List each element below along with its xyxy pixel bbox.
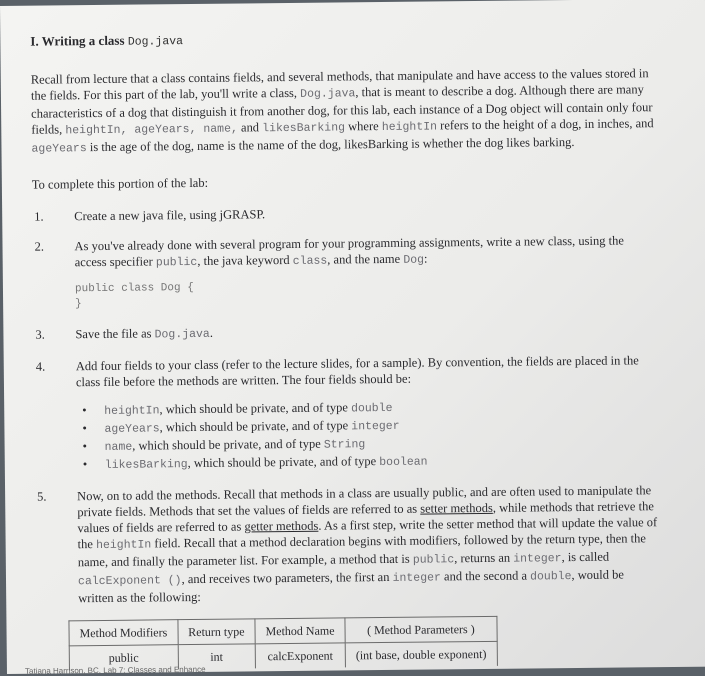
step-text: Now, on to add the methods. Recall that methods in a class are usually public, and are often used to manipulate the private fields. Methods that set the values of fields are referred to as setter methods, while methods that retrieve the values of fields are referred to as getter methods. As a first step, write the setter method that will update the value of the heightIn field. Recall that a method declaration begins with modifiers, followed by the return type, then the name, and finally the parameter list. For example, a method that is public, returns an integer, is called calcExponent (), and receives two parameters, the first an integer and the second a double, would be written as the following: — [77, 483, 658, 606]
step-number: 2. — [34, 239, 44, 254]
instructions-lead: To complete this portion of the lab: — [31, 175, 209, 192]
step-text: Add four fields to your class (refer to the lecture slides, for a sample). By convention, the fields are placed in the class file before the methods are written. The four fields should be: • heightIn, which should be private, and of type double • ageYears, which should be private, and of type integer • name, which should be private, and of type String • likesBarking, which should be private, and of type boolean — [76, 352, 660, 474]
step-1 — [32, 202, 657, 225]
step-3 — [33, 320, 658, 345]
list-item: • likesBarking, which should be private, and of type boolean — [77, 450, 660, 474]
step-text: Create a new java file, using jGRASP. — [74, 207, 266, 224]
intro-paragraph: Recall from lecture that a class contains fields, and several methods, that manipulate and have access to the values stored in the fields. For this part of the lab, you'll write a class, Dog.java, that is meant to describe a dog. Although there are many characteristics of a dog that distinguish it from another dog, for this lab, each instance of a Dog object will contain only four fields, heightIn, ageYears, name, and likesBarking where heightIn refers to the height of a dog, in inches, and ageYears is the age of the dog, name is the name of the dog, likesBarking is whether the dog likes barking. — [30, 66, 654, 156]
table-header-cell: ( Method Parameters ) — [345, 616, 497, 643]
step-number: 3. — [35, 327, 45, 342]
document-content — [30, 27, 662, 671]
step-text: As you've already done with several program for your programming assignments, write a new class, using the access specifier public, the java keyword class, and the name Dog: public class Dog { } — [74, 232, 658, 312]
table-header-cell: Return type — [178, 619, 256, 645]
step-2 — [32, 232, 658, 313]
step-number: 4. — [35, 359, 46, 374]
step-text: Save the file as Dog.java. — [75, 325, 213, 342]
table-cell: calcExponent — [255, 643, 345, 668]
method-signature-table — [68, 616, 497, 670]
section-title — [30, 27, 655, 50]
fields-list — [76, 396, 660, 474]
step-number: 1. — [34, 209, 44, 224]
step-5 — [35, 482, 661, 607]
table-cell: (int base, double exponent) — [345, 641, 497, 667]
table-header-cell: Method Modifiers — [69, 620, 178, 646]
list-item: • heightIn, which should be private, and of type double — [76, 396, 659, 420]
page-footer: Tatiana Harrison, BC, Lab 7: Classes and Enhance — [24, 664, 206, 676]
code-sample: public class Dog { } — [74, 281, 194, 311]
step-number: 5. — [37, 489, 47, 504]
step-4 — [34, 352, 660, 475]
table-header-cell: Method Name — [255, 618, 345, 644]
list-item: • name, which should be private, and of type String — [77, 432, 660, 456]
section-title-text: I. Writing a class — [30, 32, 128, 49]
table-cell: int — [178, 644, 256, 669]
table-cell: public — [69, 645, 178, 671]
list-item: • ageYears, which should be private, and of type integer — [76, 414, 659, 438]
section-title-code: Dog.java — [127, 35, 184, 49]
